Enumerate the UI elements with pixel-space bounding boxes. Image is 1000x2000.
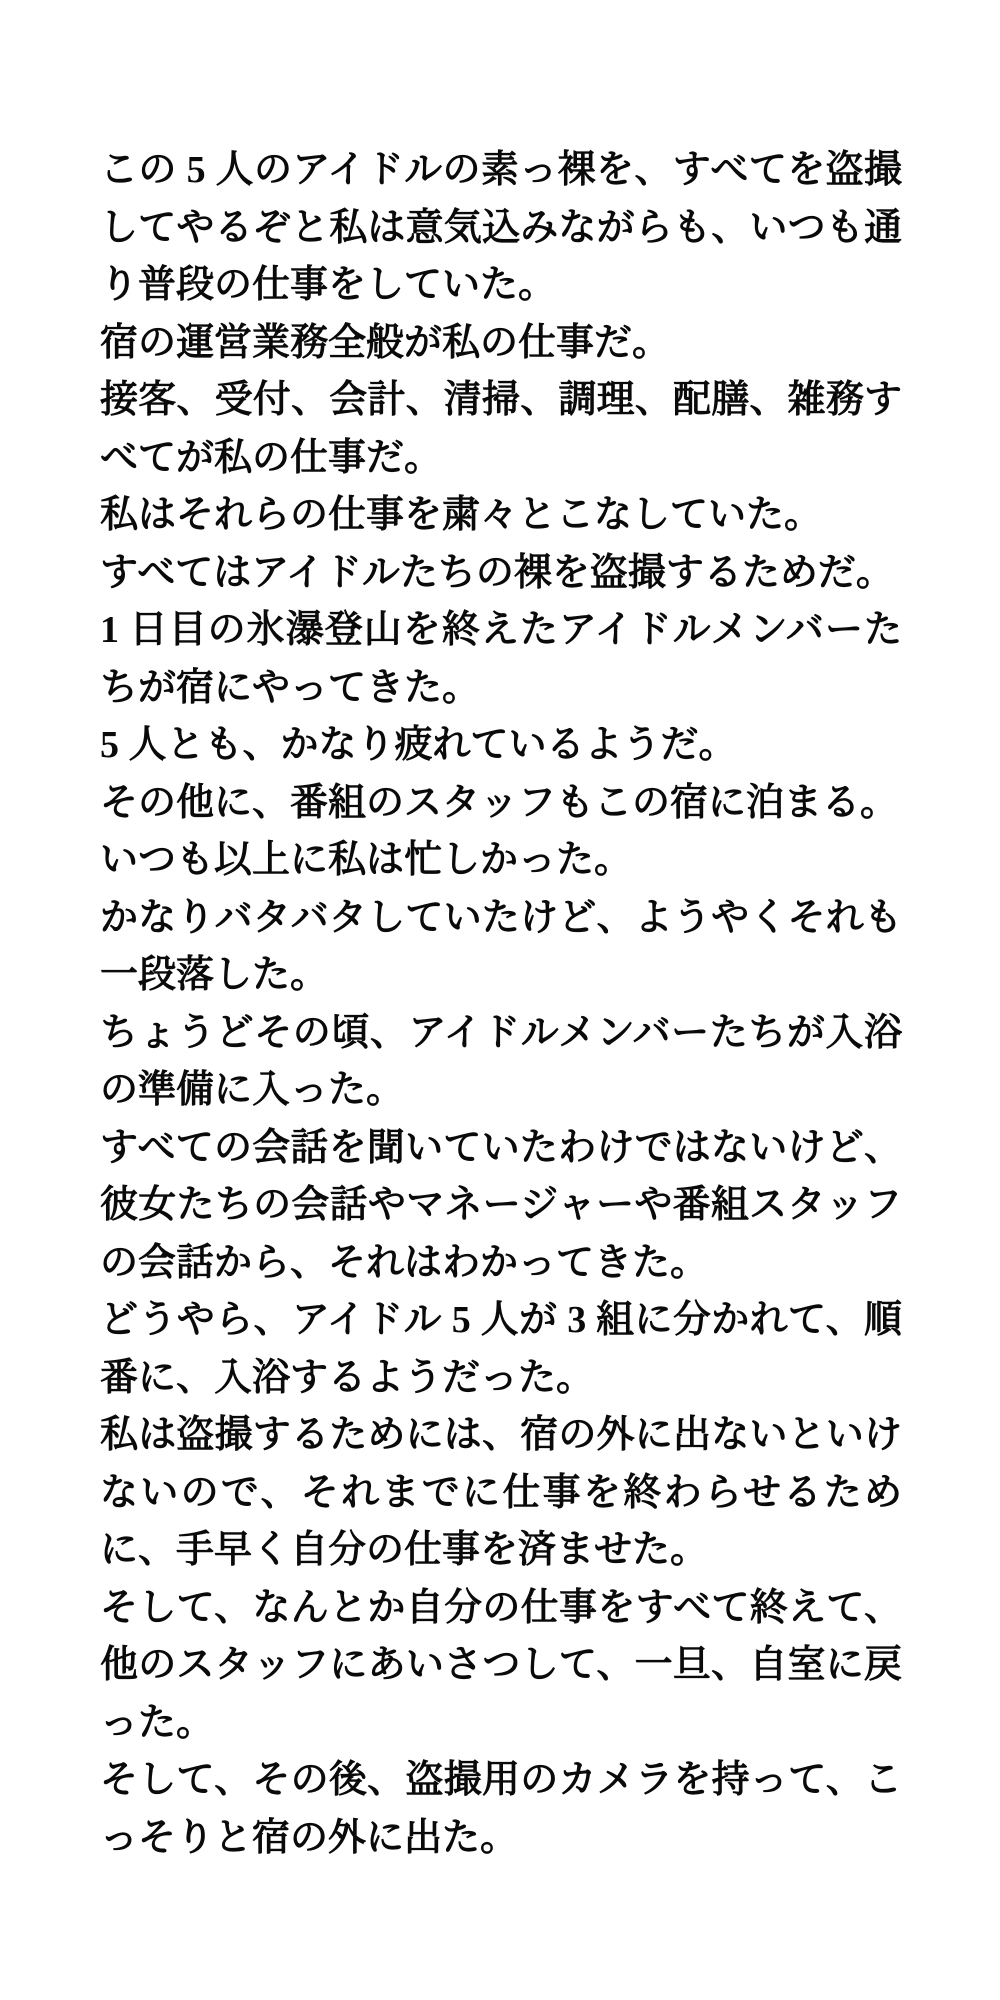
story-paragraph: すべてはアイドルたちの裸を盗撮するためだ。 xyxy=(100,551,894,594)
story-paragraph: その他に、番組のスタッフもこの宿に泊まる。 xyxy=(100,781,899,824)
story-paragraph: そして、なんとか自分の仕事をすべて終えて、他のスタッフにあいさつして、一旦、自室に戻った。 xyxy=(100,1586,902,1744)
story-paragraph: そして、その後、盗撮用のカメラを持って、こっそりと宿の外に出た。 xyxy=(100,1759,902,1859)
story-paragraph: 5 人とも、かなり疲れているようだ。 xyxy=(100,724,737,766)
story-paragraph: かなりバタバタしていたけど、ようやくそれも一段落した。 xyxy=(100,896,902,996)
story-paragraph: ちょうどその頃、アイドルメンバーたちが入浴の準備に入った。 xyxy=(100,1011,902,1111)
story-paragraph: すべての会話を聞いていたわけではないけど、彼女たちの会話やマネージャーや番組スタッフの会話から、それはわかってきた。 xyxy=(100,1126,902,1284)
story-paragraph: この 5 人のアイドルの素っ裸を、すべてを盗撮してやるぞと私は意気込みながらも、いつも通り普段の仕事をしていた。 xyxy=(100,149,902,306)
story-paragraph: どうやら、アイドル 5 人が 3 組に分かれて、順番に、入浴するようだった。 xyxy=(100,1299,902,1399)
story-paragraph: いつも以上に私は忙しかった。 xyxy=(100,839,633,881)
story-paragraph: 宿の運営業務全般が私の仕事だ。 xyxy=(100,321,671,364)
story-paragraph: 1 日目の氷瀑登山を終えたアイドルメンバーたちが宿にやってきた。 xyxy=(100,609,902,709)
story-paragraph: 私はそれらの仕事を粛々とこなしていた。 xyxy=(100,494,823,536)
story-text-block xyxy=(100,142,902,1867)
story-paragraph: 私は盗撮するためには、宿の外に出ないといけないので、それまでに仕事を終わらせるために、手早く自分の仕事を済ませた。 xyxy=(100,1414,902,1571)
story-paragraph: 接客、受付、会計、清掃、調理、配膳、雑務すべてが私の仕事だ。 xyxy=(100,379,902,479)
